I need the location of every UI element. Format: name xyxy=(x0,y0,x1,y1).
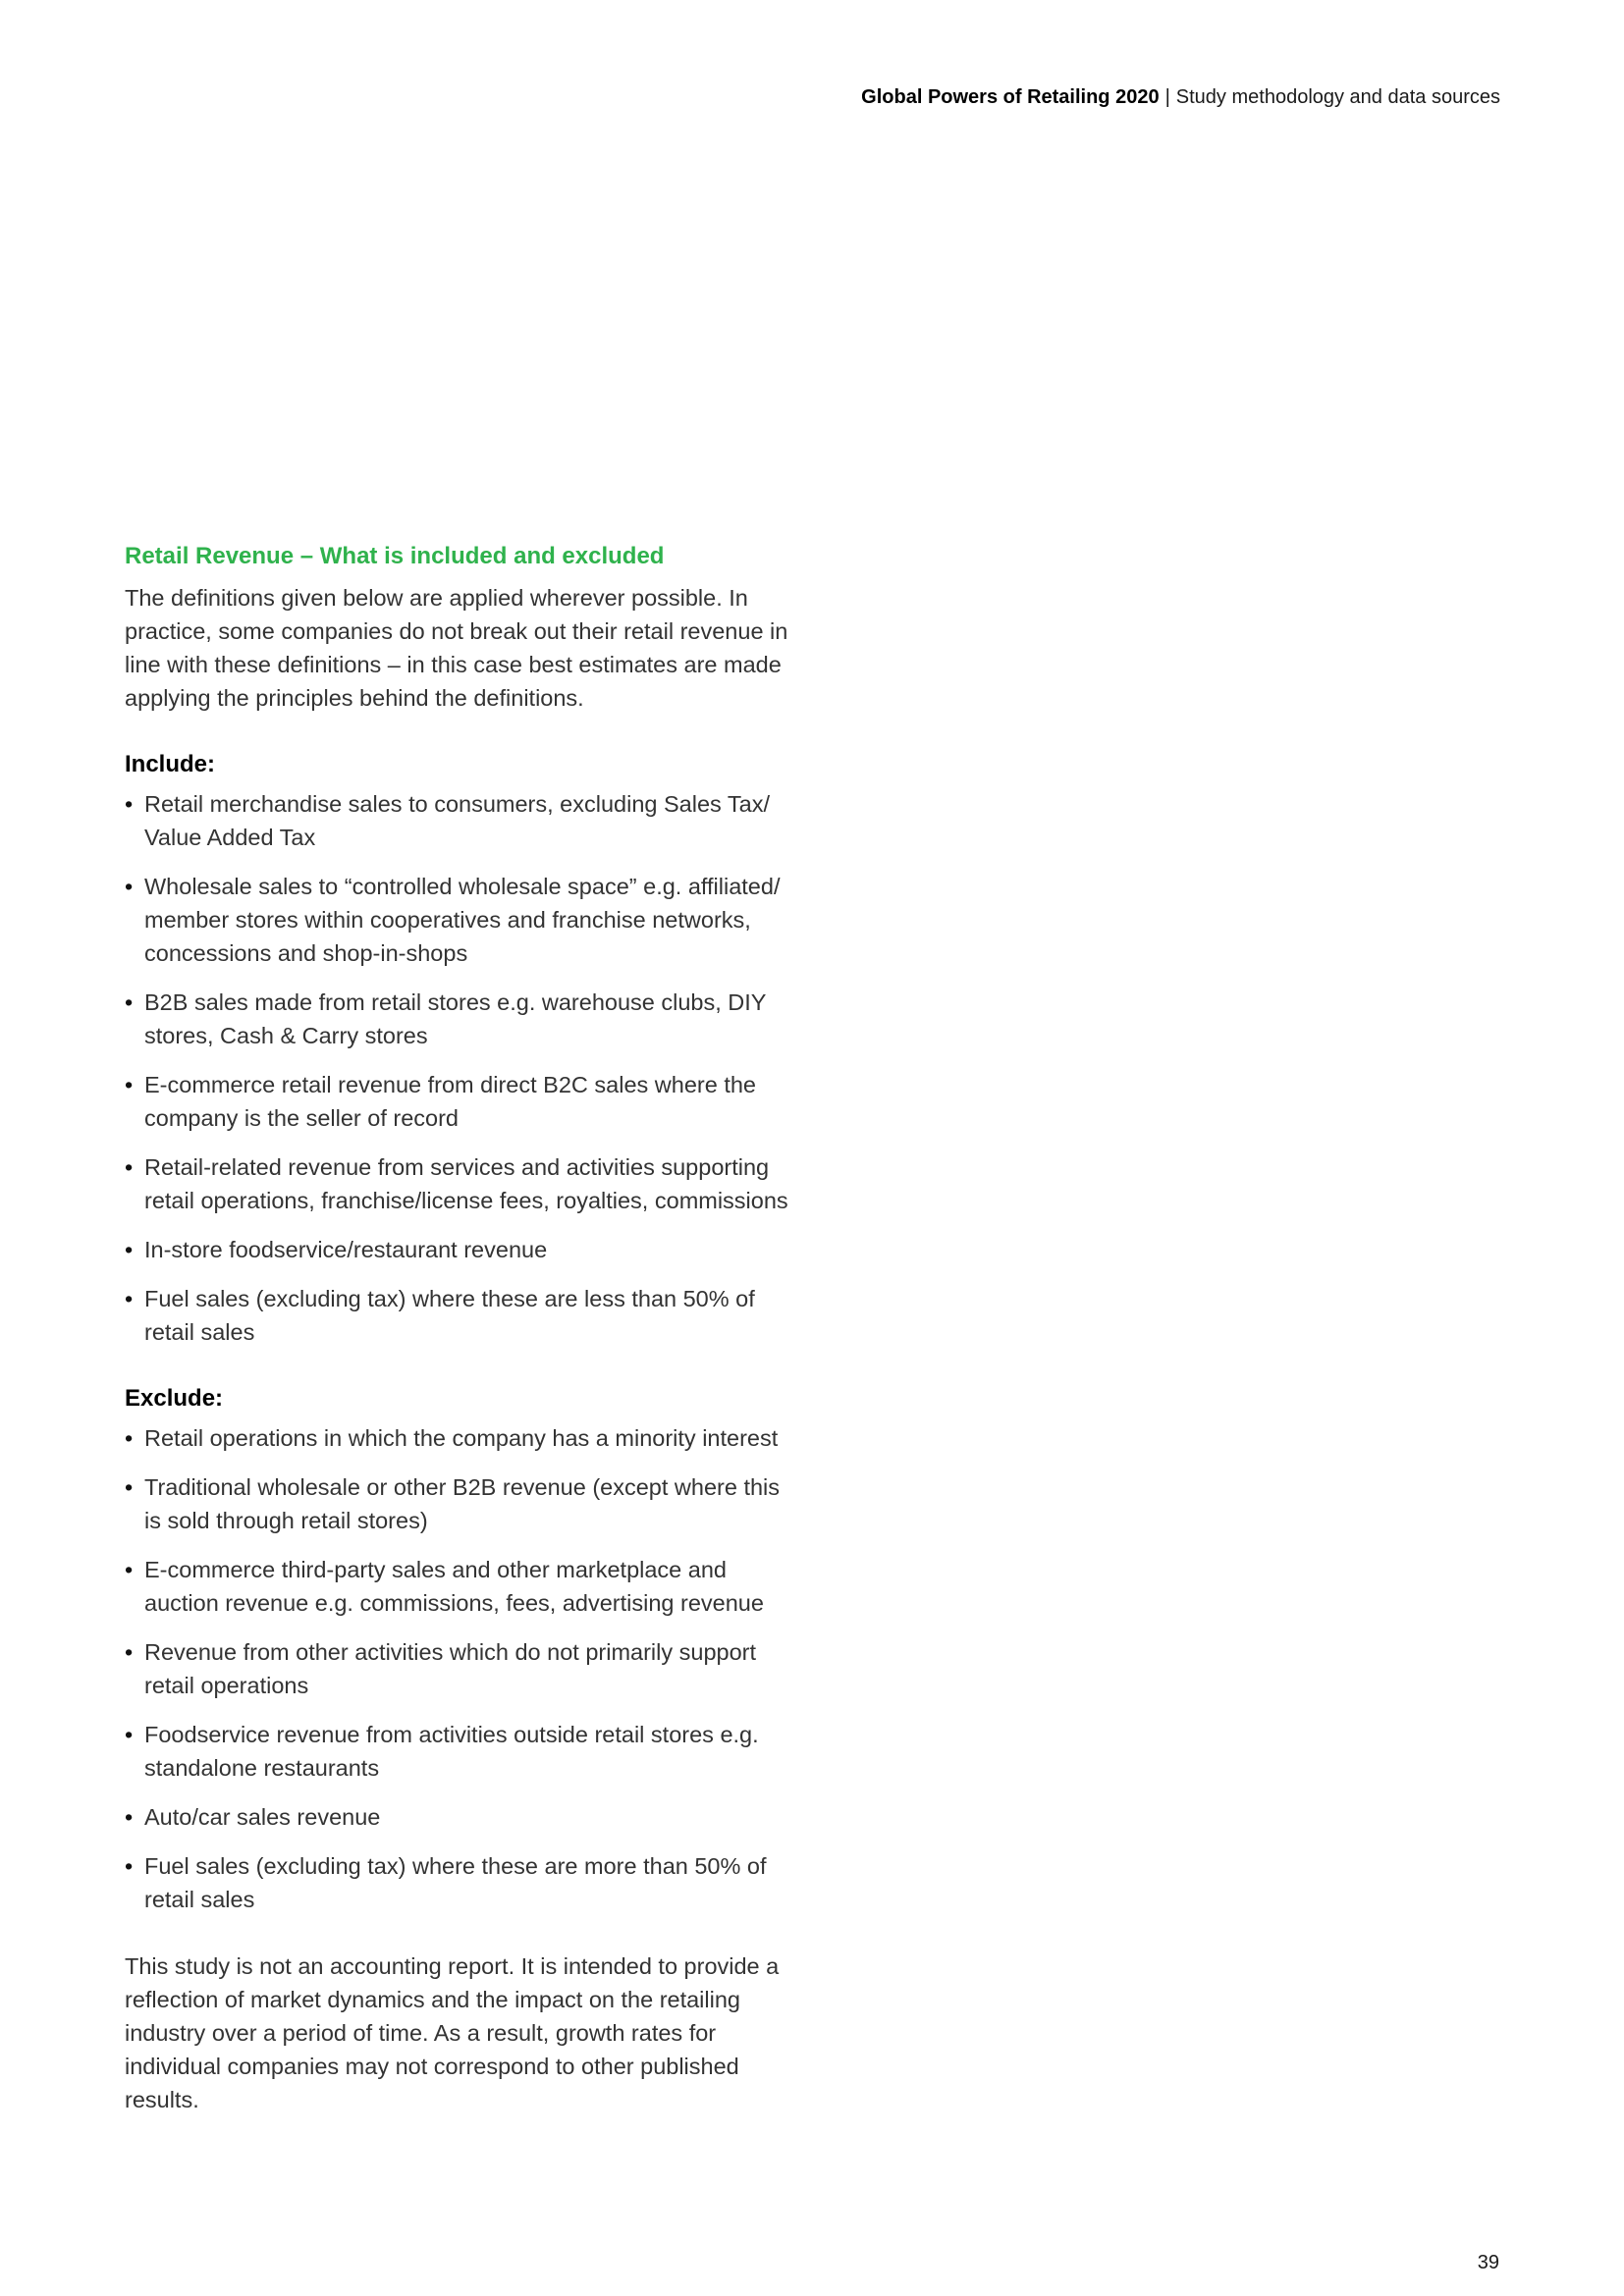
list-item-text: Fuel sales (excluding tax) where these are more than 50% of retail sales xyxy=(144,1853,767,1912)
section-title: Retail Revenue – What is included and excluded xyxy=(125,543,665,569)
list-item-text: E-commerce retail revenue from direct B2C sales where the company is the seller of record xyxy=(144,1072,756,1131)
bullet-icon: • xyxy=(125,874,134,899)
list-item-text: E-commerce third-party sales and other marketplace and auction revenue e.g. commissions, fees, advertising revenue xyxy=(144,1557,764,1616)
closing-paragraph: This study is not an accounting report. It is intended to provide a reflection of market dynamics and the impact on the retailing industry over a period of time. As a result, growth rates for individual companies may not correspond to other published results. xyxy=(125,1953,780,2112)
list-item-text: Wholesale sales to “controlled wholesale space” e.g. affiliated/ member stores within cooperatives and franchise networks, concessions and shop-in-shops xyxy=(144,874,781,966)
list-item xyxy=(125,1233,802,1266)
running-header xyxy=(861,86,1500,109)
list-item xyxy=(125,870,802,970)
list-item xyxy=(125,1068,802,1135)
list-item xyxy=(125,1800,802,1834)
list-item xyxy=(125,1470,802,1537)
bullet-icon: • xyxy=(125,1474,134,1500)
list-item-text: Fuel sales (excluding tax) where these are less than 50% of retail sales xyxy=(144,1286,755,1345)
report-title: Global Powers of Retailing 2020 xyxy=(861,86,1160,108)
include-list xyxy=(125,787,802,1349)
bullet-icon: • xyxy=(125,791,134,817)
bullet-icon: • xyxy=(125,1154,134,1180)
list-item-text: Auto/car sales revenue xyxy=(144,1804,381,1830)
header-section: Study methodology and data sources xyxy=(1175,86,1500,108)
list-item-text: Retail-related revenue from services and activities supporting retail operations, franchise/license fees, royalties, commissions xyxy=(144,1154,788,1213)
page-number: 39 xyxy=(1477,2252,1499,2273)
bullet-icon: • xyxy=(125,1557,134,1582)
bullet-icon: • xyxy=(125,1639,134,1665)
exclude-list xyxy=(125,1421,802,1916)
bullet-icon: • xyxy=(125,1286,134,1311)
list-item-text: Revenue from other activities which do not primarily support retail operations xyxy=(144,1639,757,1698)
bullet-icon: • xyxy=(125,1072,134,1097)
list-item xyxy=(125,1282,802,1349)
intro-paragraph: The definitions given below are applied wherever possible. In practice, some companies do not break out their retail revenue in line with these definitions – in this case best estimates are made applying the principles behind the definitions. xyxy=(125,585,788,711)
list-item-text: Foodservice revenue from activities outside retail stores e.g. standalone restaurants xyxy=(144,1722,759,1781)
list-item xyxy=(125,1150,802,1217)
list-item-text: B2B sales made from retail stores e.g. warehouse clubs, DIY stores, Cash & Carry stores xyxy=(144,989,767,1048)
bullet-icon: • xyxy=(125,1425,134,1451)
bullet-icon: • xyxy=(125,1722,134,1747)
exclude-heading: Exclude: xyxy=(125,1385,224,1412)
include-heading: Include: xyxy=(125,751,216,777)
list-item-text: In-store foodservice/restaurant revenue xyxy=(144,1237,548,1262)
main-content xyxy=(125,540,802,2116)
list-item-text: Traditional wholesale or other B2B revenue (except where this is sold through retail stores) xyxy=(144,1474,781,1533)
bullet-icon: • xyxy=(125,989,134,1015)
bullet-icon: • xyxy=(125,1853,134,1879)
bullet-icon: • xyxy=(125,1804,134,1830)
list-item xyxy=(125,1553,802,1620)
list-item-text: Retail operations in which the company has a minority interest xyxy=(144,1425,779,1451)
list-item xyxy=(125,1635,802,1702)
bullet-icon: • xyxy=(125,1237,134,1262)
list-item xyxy=(125,787,802,854)
list-item xyxy=(125,986,802,1052)
header-separator: | xyxy=(1164,86,1170,108)
list-item xyxy=(125,1718,802,1785)
list-item-text: Retail merchandise sales to consumers, excluding Sales Tax/ Value Added Tax xyxy=(144,791,770,850)
list-item xyxy=(125,1849,802,1916)
list-item xyxy=(125,1421,802,1455)
